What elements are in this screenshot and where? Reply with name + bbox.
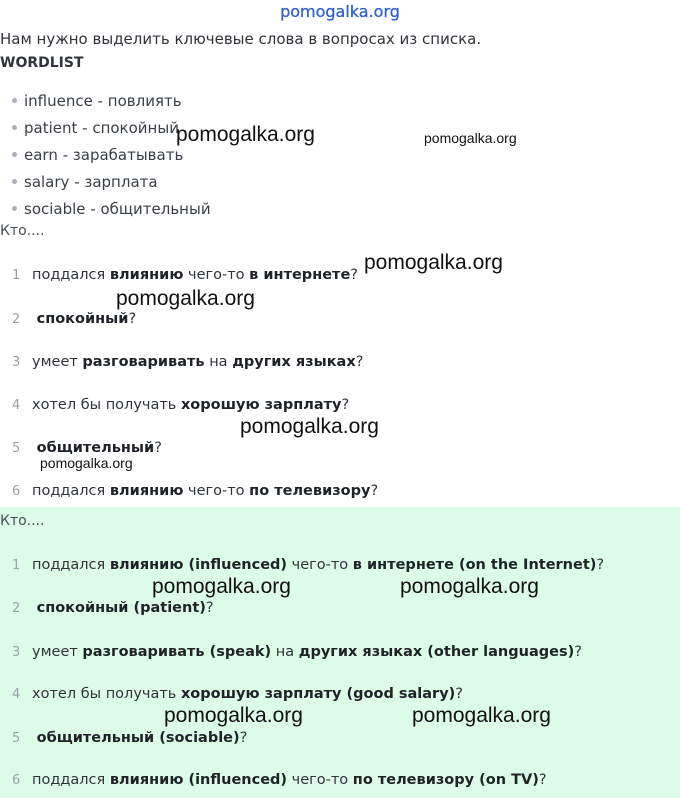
keyword: хорошую зарплату (good salary) bbox=[180, 686, 456, 702]
text-part: умеет bbox=[32, 354, 83, 370]
keyword: хорошую зарплату bbox=[180, 397, 342, 413]
text-part: поддался bbox=[32, 483, 110, 499]
watermark: pomogalka.org bbox=[40, 455, 133, 471]
text-part: ? bbox=[370, 483, 379, 499]
keyword: влиянию bbox=[109, 267, 184, 283]
text-part: ? bbox=[341, 397, 350, 413]
answer-item bbox=[12, 644, 582, 660]
item-number: 3 bbox=[12, 355, 21, 370]
keyword: разговаривать (speak) bbox=[82, 644, 272, 660]
item-number: 3 bbox=[12, 645, 21, 660]
bullet-icon bbox=[12, 125, 17, 130]
question-item bbox=[12, 440, 162, 456]
keyword: влиянию (influenced) bbox=[109, 772, 288, 788]
bullet-icon bbox=[12, 206, 17, 211]
watermark: pomogalka.org bbox=[176, 123, 315, 146]
item-number: 5 bbox=[12, 441, 21, 456]
watermark: pomogalka.org bbox=[164, 704, 303, 727]
answer-item bbox=[12, 600, 214, 616]
text-part: ? bbox=[154, 440, 162, 456]
wordlist-item-text: influence - повлиять bbox=[24, 92, 182, 110]
item-number: 4 bbox=[12, 687, 21, 702]
wordlist-item-text: sociable - общительный bbox=[24, 200, 211, 218]
item-number: 6 bbox=[12, 773, 21, 788]
text-part: поддался bbox=[32, 557, 110, 573]
text-part: чего-то bbox=[287, 557, 353, 573]
answer-item bbox=[12, 557, 604, 573]
item-number: 6 bbox=[12, 484, 21, 499]
wordlist-item bbox=[12, 173, 158, 191]
keyword: в интернете bbox=[249, 267, 351, 283]
watermark: pomogalka.org bbox=[240, 415, 379, 438]
item-number: 2 bbox=[12, 312, 21, 327]
text-part: ? bbox=[239, 730, 248, 746]
text-part: ? bbox=[350, 267, 358, 283]
question-item bbox=[12, 397, 349, 413]
keyword: спокойный (patient) bbox=[36, 600, 206, 616]
text-part: ? bbox=[455, 686, 463, 702]
wordlist-item bbox=[12, 146, 183, 164]
site-title: pomogalka.org bbox=[280, 2, 400, 21]
wordlist-heading: WORDLIST bbox=[0, 55, 84, 71]
keyword: по телевизору bbox=[249, 483, 371, 499]
text-part: ? bbox=[538, 772, 547, 788]
keyword: спокойный bbox=[36, 311, 129, 327]
keyword: других языках bbox=[232, 354, 356, 370]
question-item bbox=[12, 267, 358, 283]
text-part: поддался bbox=[32, 772, 110, 788]
text-part: ? bbox=[205, 600, 214, 616]
watermark: pomogalka.org bbox=[364, 251, 503, 274]
text-part: ? bbox=[128, 311, 137, 327]
wordlist-item-text: salary - зарплата bbox=[24, 173, 158, 191]
wordlist-item-text: patient - спокойный bbox=[24, 119, 179, 137]
question-item bbox=[12, 354, 363, 370]
wordlist-item-text: earn - зарабатывать bbox=[24, 146, 184, 164]
text-part: чего-то bbox=[183, 483, 250, 499]
item-number: 4 bbox=[12, 398, 21, 413]
answers-lead: Кто.... bbox=[0, 513, 45, 529]
bullet-icon bbox=[12, 152, 17, 157]
question-item bbox=[12, 311, 136, 327]
text-part: поддался bbox=[32, 267, 110, 283]
text-part: чего-то bbox=[287, 772, 353, 788]
watermark: pomogalka.org bbox=[424, 130, 517, 146]
text-part: ? bbox=[355, 354, 364, 370]
keyword: общительный bbox=[36, 440, 155, 456]
watermark: pomogalka.org bbox=[152, 575, 291, 598]
keyword: общительный (sociable) bbox=[36, 730, 240, 746]
intro-text: Нам нужно выделить ключевые слова в вопросах из списка. bbox=[0, 30, 482, 48]
watermark: pomogalka.org bbox=[412, 704, 551, 727]
watermark: pomogalka.org bbox=[116, 287, 255, 310]
watermark: pomogalka.org bbox=[400, 575, 539, 598]
text-part: хотел бы получать bbox=[32, 686, 181, 702]
item-number: 1 bbox=[12, 558, 21, 573]
answer-item bbox=[12, 686, 463, 702]
text-part: умеет bbox=[32, 644, 83, 660]
text-part: ? bbox=[574, 644, 582, 660]
wordlist-item bbox=[12, 200, 211, 218]
keyword: в интернете (on the Internet) bbox=[352, 557, 597, 573]
item-number: 2 bbox=[12, 601, 21, 616]
keyword: влиянию bbox=[109, 483, 184, 499]
text-part: чего-то bbox=[183, 267, 250, 283]
text-part: на bbox=[271, 644, 299, 660]
bullet-icon bbox=[12, 179, 17, 184]
text-part: ? bbox=[596, 557, 605, 573]
wordlist-item bbox=[12, 119, 179, 137]
wordlist-item bbox=[12, 92, 182, 110]
question-item bbox=[12, 483, 378, 499]
text-part: хотел бы получать bbox=[32, 397, 181, 413]
item-number: 1 bbox=[12, 268, 21, 283]
text-part: на bbox=[204, 354, 233, 370]
keyword: по телевизору (on TV) bbox=[352, 772, 539, 788]
answer-item bbox=[12, 772, 547, 788]
keyword: влиянию (influenced) bbox=[109, 557, 288, 573]
keyword: разговаривать bbox=[82, 354, 205, 370]
item-number: 5 bbox=[12, 731, 21, 746]
keyword: других языках (other languages) bbox=[298, 644, 575, 660]
questions-lead: Кто.... bbox=[0, 223, 45, 239]
bullet-icon bbox=[12, 98, 17, 103]
answer-item bbox=[12, 730, 247, 746]
